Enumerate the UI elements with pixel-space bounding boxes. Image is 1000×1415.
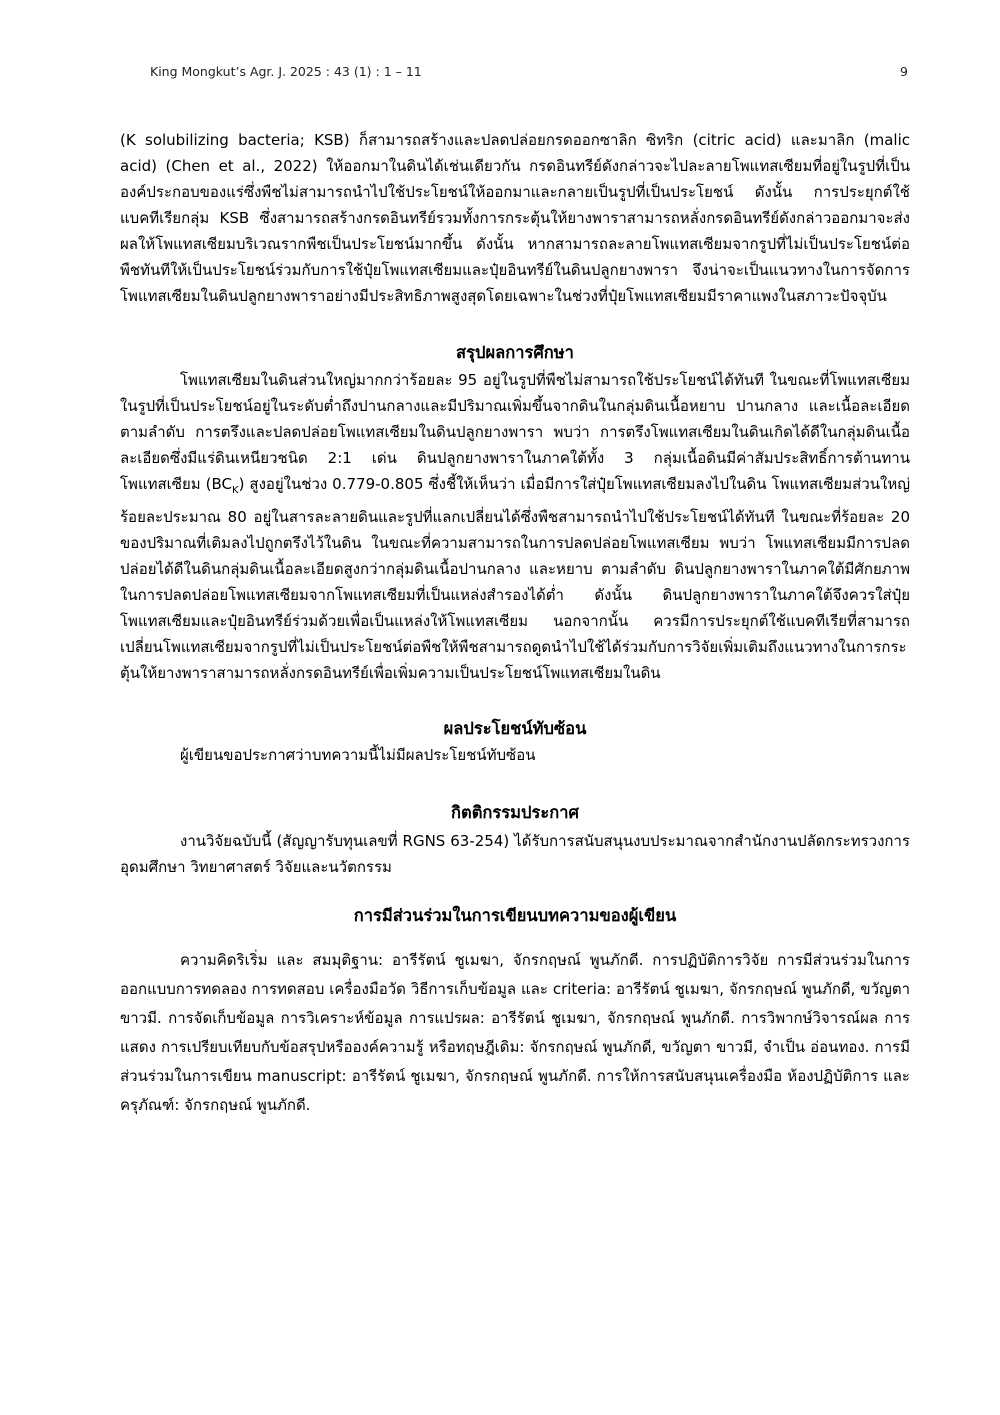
contributions-paragraph: ความคิดริเริ่ม และ สมมุติฐาน: อารีรัตน์ ชูเมฆา, จักรกฤษณ์ พูนภักดี. การปฏิบัติการวิจัย การมีส่วนร่วมในการออกแบบการทดลอง การทดสอบ เครื่องมือวัด วิธีการเก็บข้อมูล และ criteria: อารีรัตน์ ชูเมฆา, จักรกฤษณ์ พูนภักดี, ขวัญตา ขาวมี. การจัดเก็บข้อมูล การวิเคราะห์ข้อมูล การแปรผล: อารีรัตน์ ชูเมฆา, จักรกฤษณ์ พูนภักดี. การวิพากษ์วิจารณ์ผล การแสดง การเปรียบเทียบกับข้อสรุปหรือองค์ความรู้ หรือทฤษฎีเดิม: จักรกฤษณ์ พูนภักดี, ขวัญตา ขาวมี, จำเป็น อ่อนทอง. การมีส่วนร่วมในการเขียน manuscript: อารีรัตน์ ชูเมฆา, จักรกฤษณ์ พูนภักดี. การให้การสนับสนุนเครื่องมือ ห้องปฏิบัติการ และ ครุภัณฑ์: จักรกฤษณ์ พูนภักดี. [120,951,910,1114]
page-number: 9 [900,64,908,79]
conclusion-text-part2: ) สูงอยู่ในช่วง 0.779-0.805 ซึ่งชี้ให้เห็นว่า เมื่อมีการใส่ปุ๋ยโพแทสเซียมลงไปในดิน โพแทสเซียมส่วนใหญ่ร้อยละประมาณ 80 อยู่ในสารละลายดินและรูปที่แลกเปลี่ยนได้ซึ่งพืชสามารถนำไปใช้ประโยชน์ได้ทันที ในขณะที่ร้อยละ 20 ของปริมาณที่เติมลงไปถูกตรึงไว้ในดิน ในขณะที่ความสามารถในการปลดปล่อยโพแทสเซียม พบว่า โพแทสเซียมมีการปลดปล่อยได้ดีในดินกลุ่มดินเนื้อละเอียดสูงกว่ากลุ่มดินเนื้อปานกลาง และหยาบ ตามลำดับ ดินปลูกยางพาราในภาคใต้มีศักยภาพในการปลดปล่อยโพแทสเซียมจากโพแทสเซียมที่เป็นแหล่งสำรองได้ต่ำ ดังนั้น ดินปลูกยางพาราในภาคใต้จึงควรใส่ปุ๋ยโพแทสเซียมและปุ๋ยอินทรีย์ร่วมด้วยเพื่อเป็นแหล่งให้โพแทสเซียม นอกจากนั้น ควรมีการประยุกต์ใช้แบคทีเรียที่สามารถเปลี่ยนโพแทสเซียมจากรูปที่ไม่เป็นประโยชน์ต่อพืชให้พืชสามารถดูดนำไปใช้ได้ร่วมกับการวิจัยเพิ่มเติมถึงแนวทางในการกระตุ้นให้ยางพาราสามารถหลั่งกรดอินทรีย์เพื่อเพิ่มความเป็นประโยชน์โพแทสเซียมในดิน [120,475,911,682]
conflict-section [120,742,910,768]
acknowledgement-heading: กิตติกรรมประกาศ [451,803,579,822]
conclusion-heading: สรุปผลการศึกษา [456,343,574,362]
acknowledgement-paragraph: งานวิจัยฉบับนี้ (สัญญารับทุนเลขที่ RGNS 63-254) ได้รับการสนับสนุนงบประมาณจากสำนักงานปลัดกระทรวงการอุดมศึกษา วิทยาศาสตร์ วิจัยและนวัตกรรม [120,832,910,876]
contributions-heading: การมีส่วนร่วมในการเขียนบทความของผู้เขียน [353,906,677,925]
journal-citation: King Mongkut’s Agr. J. 2025 : 43 (1) : 1 – 11 [150,64,422,79]
contributions-section [120,946,910,1120]
conclusion-paragraph [120,367,910,686]
conclusion-section [120,367,910,686]
conflict-heading: ผลประโยชน์ทับซ้อน [443,719,587,738]
conclusion-text-part1: โพแทสเซียมในดินส่วนใหญ่มากกว่าร้อยละ 95 อยู่ในรูปที่พืชไม่สามารถใช้ประโยชน์ได้ทันที ในขณะที่โพแทสเซียมในรูปที่เป็นประโยชน์อยู่ในระดับต่ำถึงปานกลางและมีปริมาณเพิ่มขึ้นจากดินในกลุ่มดินเนื้อหยาบ ปานกลาง และเนื้อละเอียด ตามลำดับ การตรึงและปลดปล่อยโพแทสเซียมในดินปลูกยางพารา พบว่า การตรึงโพแทสเซียมในดินเกิดได้ดีในกลุ่มดินเนื้อละเอียดซึ่งมีแร่ดินเหนียวชนิด 2:1 เด่น ดินปลูกยางพาราในภาคใต้ทั้ง 3 กลุ่มเนื้อดินมีค่าสัมประสิทธิ์การต้านทานโพแทสเซียม (BC [120,371,910,493]
bc-subscript: K [232,485,239,496]
conflict-paragraph: ผู้เขียนขอประกาศว่าบทความนี้ไม่มีผลประโยชน์ทับซ้อน [180,746,536,764]
intro-section [120,127,910,309]
acknowledgement-section [120,828,910,880]
intro-paragraph: (K solubilizing bacteria; KSB) ก็สามารถสร้างและปลดปล่อยกรดออกซาลิก ซิทริก (citric acid) และมาลิก (malic acid) (Chen et al., 2022) ให้ออกมาในดินได้เช่นเดียวกัน กรดอินทรีย์ดังกล่าวจะไปละลายโพแทสเซียมที่อยู่ในรูปที่เป็นองค์ประกอบของแร่ซึ่งพืชไม่สามารถนำไปใช้ประโยชน์ให้ออกมาและกลายเป็นรูปที่เป็นประโยชน์ ดังนั้น การประยุกต์ใช้แบคทีเรียกลุ่ม KSB ซึ่งสามารถสร้างกรดอินทรีย์รวมทั้งการกระตุ้นให้ยางพาราสามารถหลั่งกรดอินทรีย์ดังกล่าวออกมาจะส่งผลให้โพแทสเซียมบริเวณรากพืชเป็นประโยชน์มากขึ้น ดังนั้น หากสามารถละลายโพแทสเซียมจากรูปที่ไม่เป็นประโยชน์ต่อพืชทันทีให้เป็นประโยชน์ร่วมกับการใช้ปุ๋ยโพแทสเซียมและปุ๋ยอินทรีย์ในดินปลูกยางพารา จึงน่าจะเป็นแนวทางในการจัดการโพแทสเซียมในดินปลูกยางพาราอย่างมีประสิทธิภาพสูงสุดโดยเฉพาะในช่วงที่ปุ๋ยโพแทสเซียมมีราคาแพงในสภาวะปัจจุบัน [120,131,910,305]
